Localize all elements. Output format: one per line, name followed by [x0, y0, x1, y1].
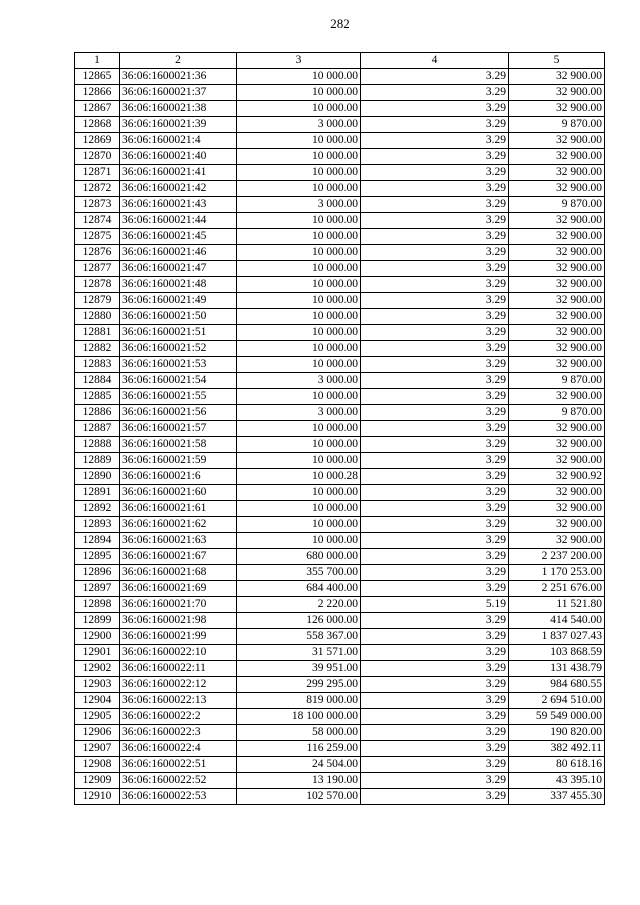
row-number-cell: 12876 [75, 245, 120, 261]
total-cell: 32 900.00 [509, 85, 605, 101]
value-cell: 116 259.00 [237, 741, 361, 757]
row-number-cell: 12875 [75, 229, 120, 245]
rate-cell: 3.29 [361, 181, 509, 197]
cadastral-number-cell: 36:06:1600021:57 [120, 421, 237, 437]
table-row [75, 565, 605, 581]
cadastral-number-cell: 36:06:1600021:43 [120, 197, 237, 213]
table-row [75, 357, 605, 373]
row-number-cell: 12894 [75, 533, 120, 549]
table-row [75, 325, 605, 341]
cadastral-number-cell: 36:06:1600021:41 [120, 165, 237, 181]
rate-cell: 3.29 [361, 677, 509, 693]
table-row [75, 197, 605, 213]
row-number-cell: 12878 [75, 277, 120, 293]
cadastral-number-cell: 36:06:1600021:39 [120, 117, 237, 133]
row-number-cell: 12898 [75, 597, 120, 613]
row-number-cell: 12870 [75, 149, 120, 165]
table-row [75, 133, 605, 149]
total-cell: 9 870.00 [509, 373, 605, 389]
total-cell: 32 900.00 [509, 501, 605, 517]
cadastral-number-cell: 36:06:1600022:10 [120, 645, 237, 661]
rate-cell: 3.29 [361, 789, 509, 805]
rate-cell: 3.29 [361, 325, 509, 341]
cadastral-number-cell: 36:06:1600021:47 [120, 261, 237, 277]
row-number-cell: 12910 [75, 789, 120, 805]
cadastral-number-cell: 36:06:1600021:68 [120, 565, 237, 581]
row-number-cell: 12891 [75, 485, 120, 501]
table-row [75, 517, 605, 533]
rate-cell: 3.29 [361, 533, 509, 549]
cadastral-number-cell: 36:06:1600022:4 [120, 741, 237, 757]
cadastral-number-cell: 36:06:1600021:70 [120, 597, 237, 613]
value-cell: 10 000.00 [237, 357, 361, 373]
total-cell: 32 900.00 [509, 245, 605, 261]
value-cell: 10 000.00 [237, 85, 361, 101]
cadastral-number-cell: 36:06:1600021:59 [120, 453, 237, 469]
cadastral-number-cell: 36:06:1600022:2 [120, 709, 237, 725]
rate-cell: 3.29 [361, 165, 509, 181]
cadastral-number-cell: 36:06:1600021:98 [120, 613, 237, 629]
value-cell: 10 000.00 [237, 261, 361, 277]
rate-cell: 3.29 [361, 293, 509, 309]
table-row [75, 581, 605, 597]
value-cell: 680 000.00 [237, 549, 361, 565]
rate-cell: 3.29 [361, 197, 509, 213]
total-cell: 32 900.00 [509, 149, 605, 165]
total-cell: 2 251 676.00 [509, 581, 605, 597]
total-cell: 11 521.80 [509, 597, 605, 613]
table-row [75, 741, 605, 757]
value-cell: 18 100 000.00 [237, 709, 361, 725]
total-cell: 337 455.30 [509, 789, 605, 805]
total-cell: 32 900.00 [509, 229, 605, 245]
table-row [75, 309, 605, 325]
cadastral-number-cell: 36:06:1600021:54 [120, 373, 237, 389]
cadastral-number-cell: 36:06:1600021:99 [120, 629, 237, 645]
row-number-cell: 12885 [75, 389, 120, 405]
table-row [75, 693, 605, 709]
rate-cell: 3.29 [361, 405, 509, 421]
rate-cell: 3.29 [361, 245, 509, 261]
rate-cell: 3.29 [361, 357, 509, 373]
value-cell: 102 570.00 [237, 789, 361, 805]
total-cell: 32 900.00 [509, 101, 605, 117]
value-cell: 10 000.00 [237, 389, 361, 405]
rate-cell: 3.29 [361, 565, 509, 581]
cadastral-number-cell: 36:06:1600022:53 [120, 789, 237, 805]
table-row [75, 469, 605, 485]
total-cell: 32 900.00 [509, 341, 605, 357]
value-cell: 10 000.00 [237, 69, 361, 85]
value-cell: 10 000.00 [237, 277, 361, 293]
value-cell: 558 367.00 [237, 629, 361, 645]
value-cell: 58 000.00 [237, 725, 361, 741]
total-cell: 9 870.00 [509, 197, 605, 213]
total-cell: 32 900.00 [509, 69, 605, 85]
rate-cell: 3.29 [361, 213, 509, 229]
total-cell: 32 900.00 [509, 181, 605, 197]
value-cell: 684 400.00 [237, 581, 361, 597]
table-row [75, 149, 605, 165]
cadastral-number-cell: 36:06:1600021:42 [120, 181, 237, 197]
value-cell: 10 000.28 [237, 469, 361, 485]
row-number-cell: 12881 [75, 325, 120, 341]
value-cell: 10 000.00 [237, 149, 361, 165]
cadastral-number-cell: 36:06:1600021:56 [120, 405, 237, 421]
table-row [75, 485, 605, 501]
cadastral-number-cell: 36:06:1600022:12 [120, 677, 237, 693]
page-number: 282 [330, 16, 350, 31]
table-row [75, 661, 605, 677]
row-number-cell: 12867 [75, 101, 120, 117]
rate-cell: 3.29 [361, 229, 509, 245]
total-cell: 103 868.59 [509, 645, 605, 661]
table-row [75, 101, 605, 117]
cadastral-number-cell: 36:06:1600021:58 [120, 437, 237, 453]
table-row [75, 261, 605, 277]
value-cell: 3 000.00 [237, 117, 361, 133]
cadastral-number-cell: 36:06:1600021:48 [120, 277, 237, 293]
total-cell: 80 618.16 [509, 757, 605, 773]
rate-cell: 3.29 [361, 373, 509, 389]
cadastral-number-cell: 36:06:1600022:11 [120, 661, 237, 677]
total-cell: 43 395.10 [509, 773, 605, 789]
rate-cell: 3.29 [361, 85, 509, 101]
total-cell: 32 900.00 [509, 133, 605, 149]
cadastral-number-cell: 36:06:1600021:4 [120, 133, 237, 149]
row-number-cell: 12901 [75, 645, 120, 661]
value-cell: 819 000.00 [237, 693, 361, 709]
table-header [75, 53, 605, 69]
rate-cell: 3.29 [361, 389, 509, 405]
value-cell: 10 000.00 [237, 293, 361, 309]
cadastral-number-cell: 36:06:1600021:36 [120, 69, 237, 85]
value-cell: 10 000.00 [237, 213, 361, 229]
row-number-cell: 12882 [75, 341, 120, 357]
table-row [75, 373, 605, 389]
row-number-cell: 12908 [75, 757, 120, 773]
table-row [75, 453, 605, 469]
cadastral-number-cell: 36:06:1600021:67 [120, 549, 237, 565]
cadastral-number-cell: 36:06:1600021:51 [120, 325, 237, 341]
rate-cell: 3.29 [361, 741, 509, 757]
row-number-cell: 12879 [75, 293, 120, 309]
table-row [75, 213, 605, 229]
total-cell: 32 900.00 [509, 165, 605, 181]
row-number-cell: 12903 [75, 677, 120, 693]
value-cell: 10 000.00 [237, 325, 361, 341]
cadastral-number-cell: 36:06:1600021:38 [120, 101, 237, 117]
total-cell: 382 492.11 [509, 741, 605, 757]
total-cell: 32 900.00 [509, 485, 605, 501]
table-row [75, 277, 605, 293]
rate-cell: 3.29 [361, 773, 509, 789]
table-row [75, 341, 605, 357]
table-row [75, 437, 605, 453]
cadastral-number-cell: 36:06:1600021:50 [120, 309, 237, 325]
table-row [75, 421, 605, 437]
value-cell: 10 000.00 [237, 533, 361, 549]
rate-cell: 3.29 [361, 469, 509, 485]
table-row [75, 293, 605, 309]
row-number-cell: 12886 [75, 405, 120, 421]
value-cell: 39 951.00 [237, 661, 361, 677]
row-number-cell: 12873 [75, 197, 120, 213]
rate-cell: 3.29 [361, 101, 509, 117]
value-cell: 299 295.00 [237, 677, 361, 693]
column-header: 4 [361, 53, 509, 69]
table-row [75, 725, 605, 741]
table-row [75, 181, 605, 197]
value-cell: 126 000.00 [237, 613, 361, 629]
row-number-cell: 12895 [75, 549, 120, 565]
cadastral-number-cell: 36:06:1600021:62 [120, 517, 237, 533]
row-number-cell: 12904 [75, 693, 120, 709]
total-cell: 32 900.00 [509, 277, 605, 293]
rate-cell: 3.29 [361, 437, 509, 453]
cadastral-number-cell: 36:06:1600021:45 [120, 229, 237, 245]
total-cell: 32 900.00 [509, 325, 605, 341]
row-number-cell: 12899 [75, 613, 120, 629]
total-cell: 32 900.00 [509, 533, 605, 549]
rate-cell: 3.29 [361, 725, 509, 741]
row-number-cell: 12865 [75, 69, 120, 85]
table-row [75, 389, 605, 405]
row-number-cell: 12892 [75, 501, 120, 517]
cadastral-number-cell: 36:06:1600022:52 [120, 773, 237, 789]
table-row [75, 533, 605, 549]
row-number-cell: 12906 [75, 725, 120, 741]
value-cell: 2 220.00 [237, 597, 361, 613]
value-cell: 10 000.00 [237, 133, 361, 149]
rate-cell: 3.29 [361, 549, 509, 565]
row-number-cell: 12889 [75, 453, 120, 469]
rate-cell: 3.29 [361, 69, 509, 85]
rate-cell: 3.29 [361, 149, 509, 165]
value-cell: 10 000.00 [237, 165, 361, 181]
row-number-cell: 12883 [75, 357, 120, 373]
row-number-cell: 12888 [75, 437, 120, 453]
value-cell: 31 571.00 [237, 645, 361, 661]
value-cell: 10 000.00 [237, 181, 361, 197]
cadastral-number-cell: 36:06:1600021:53 [120, 357, 237, 373]
value-cell: 24 504.00 [237, 757, 361, 773]
rate-cell: 5.19 [361, 597, 509, 613]
table-row [75, 501, 605, 517]
cadastral-number-cell: 36:06:1600021:61 [120, 501, 237, 517]
total-cell: 59 549 000.00 [509, 709, 605, 725]
value-cell: 10 000.00 [237, 309, 361, 325]
value-cell: 3 000.00 [237, 405, 361, 421]
row-number-cell: 12896 [75, 565, 120, 581]
column-header: 1 [75, 53, 120, 69]
table-row [75, 773, 605, 789]
rate-cell: 3.29 [361, 757, 509, 773]
cadastral-number-cell: 36:06:1600022:13 [120, 693, 237, 709]
row-number-cell: 12872 [75, 181, 120, 197]
total-cell: 32 900.00 [509, 261, 605, 277]
rate-cell: 3.29 [361, 309, 509, 325]
value-cell: 355 700.00 [237, 565, 361, 581]
row-number-cell: 12909 [75, 773, 120, 789]
row-number-cell: 12869 [75, 133, 120, 149]
rate-cell: 3.29 [361, 645, 509, 661]
value-cell: 10 000.00 [237, 501, 361, 517]
table-body [75, 69, 605, 805]
table-row [75, 597, 605, 613]
column-header: 3 [237, 53, 361, 69]
total-cell: 32 900.00 [509, 293, 605, 309]
total-cell: 32 900.00 [509, 357, 605, 373]
row-number-cell: 12897 [75, 581, 120, 597]
row-number-cell: 12902 [75, 661, 120, 677]
total-cell: 414 540.00 [509, 613, 605, 629]
cadastral-number-cell: 36:06:1600021:55 [120, 389, 237, 405]
table-row [75, 629, 605, 645]
total-cell: 9 870.00 [509, 405, 605, 421]
column-header: 5 [509, 53, 605, 69]
cadastral-number-cell: 36:06:1600021:40 [120, 149, 237, 165]
rate-cell: 3.29 [361, 453, 509, 469]
value-cell: 13 190.00 [237, 773, 361, 789]
total-cell: 32 900.00 [509, 213, 605, 229]
column-header: 2 [120, 53, 237, 69]
total-cell: 2 694 510.00 [509, 693, 605, 709]
value-cell: 10 000.00 [237, 485, 361, 501]
cadastral-number-cell: 36:06:1600021:46 [120, 245, 237, 261]
table-row [75, 117, 605, 133]
row-number-cell: 12884 [75, 373, 120, 389]
cadastral-number-cell: 36:06:1600022:51 [120, 757, 237, 773]
row-number-cell: 12874 [75, 213, 120, 229]
total-cell: 190 820.00 [509, 725, 605, 741]
table-row [75, 613, 605, 629]
total-cell: 1 837 027.43 [509, 629, 605, 645]
rate-cell: 3.29 [361, 277, 509, 293]
total-cell: 32 900.00 [509, 437, 605, 453]
value-cell: 10 000.00 [237, 421, 361, 437]
row-number-cell: 12868 [75, 117, 120, 133]
value-cell: 10 000.00 [237, 341, 361, 357]
row-number-cell: 12893 [75, 517, 120, 533]
total-cell: 984 680.55 [509, 677, 605, 693]
total-cell: 32 900.00 [509, 421, 605, 437]
cadastral-number-cell: 36:06:1600021:69 [120, 581, 237, 597]
table-row [75, 645, 605, 661]
cadastral-number-cell: 36:06:1600021:37 [120, 85, 237, 101]
rate-cell: 3.29 [361, 117, 509, 133]
rate-cell: 3.29 [361, 261, 509, 277]
table-row [75, 85, 605, 101]
table-row [75, 677, 605, 693]
table-row [75, 789, 605, 805]
rate-cell: 3.29 [361, 133, 509, 149]
total-cell: 9 870.00 [509, 117, 605, 133]
table-row [75, 709, 605, 725]
cadastral-number-cell: 36:06:1600021:52 [120, 341, 237, 357]
cadastral-number-cell: 36:06:1600021:44 [120, 213, 237, 229]
total-cell: 32 900.00 [509, 517, 605, 533]
total-cell: 2 237 200.00 [509, 549, 605, 565]
value-cell: 3 000.00 [237, 373, 361, 389]
data-table [74, 52, 605, 805]
row-number-cell: 12877 [75, 261, 120, 277]
cadastral-number-cell: 36:06:1600021:49 [120, 293, 237, 309]
value-cell: 10 000.00 [237, 437, 361, 453]
total-cell: 131 438.79 [509, 661, 605, 677]
total-cell: 32 900.00 [509, 453, 605, 469]
value-cell: 3 000.00 [237, 197, 361, 213]
row-number-cell: 12900 [75, 629, 120, 645]
value-cell: 10 000.00 [237, 101, 361, 117]
row-number-cell: 12905 [75, 709, 120, 725]
value-cell: 10 000.00 [237, 517, 361, 533]
table-row [75, 757, 605, 773]
cadastral-number-cell: 36:06:1600021:63 [120, 533, 237, 549]
table-row [75, 245, 605, 261]
rate-cell: 3.29 [361, 629, 509, 645]
table-row [75, 405, 605, 421]
total-cell: 32 900.00 [509, 309, 605, 325]
rate-cell: 3.29 [361, 485, 509, 501]
value-cell: 10 000.00 [237, 453, 361, 469]
row-number-cell: 12890 [75, 469, 120, 485]
table-row [75, 69, 605, 85]
rate-cell: 3.29 [361, 693, 509, 709]
cadastral-number-cell: 36:06:1600022:3 [120, 725, 237, 741]
row-number-cell: 12880 [75, 309, 120, 325]
rate-cell: 3.29 [361, 421, 509, 437]
value-cell: 10 000.00 [237, 229, 361, 245]
rate-cell: 3.29 [361, 501, 509, 517]
table-row [75, 165, 605, 181]
total-cell: 32 900.00 [509, 389, 605, 405]
rate-cell: 3.29 [361, 517, 509, 533]
table-row [75, 229, 605, 245]
rate-cell: 3.29 [361, 661, 509, 677]
row-number-cell: 12887 [75, 421, 120, 437]
header-row [75, 53, 605, 69]
total-cell: 32 900.92 [509, 469, 605, 485]
row-number-cell: 12866 [75, 85, 120, 101]
total-cell: 1 170 253.00 [509, 565, 605, 581]
row-number-cell: 12871 [75, 165, 120, 181]
value-cell: 10 000.00 [237, 245, 361, 261]
cadastral-number-cell: 36:06:1600021:60 [120, 485, 237, 501]
rate-cell: 3.29 [361, 613, 509, 629]
cadastral-number-cell: 36:06:1600021:6 [120, 469, 237, 485]
rate-cell: 3.29 [361, 341, 509, 357]
row-number-cell: 12907 [75, 741, 120, 757]
rate-cell: 3.29 [361, 709, 509, 725]
table-row [75, 549, 605, 565]
rate-cell: 3.29 [361, 581, 509, 597]
